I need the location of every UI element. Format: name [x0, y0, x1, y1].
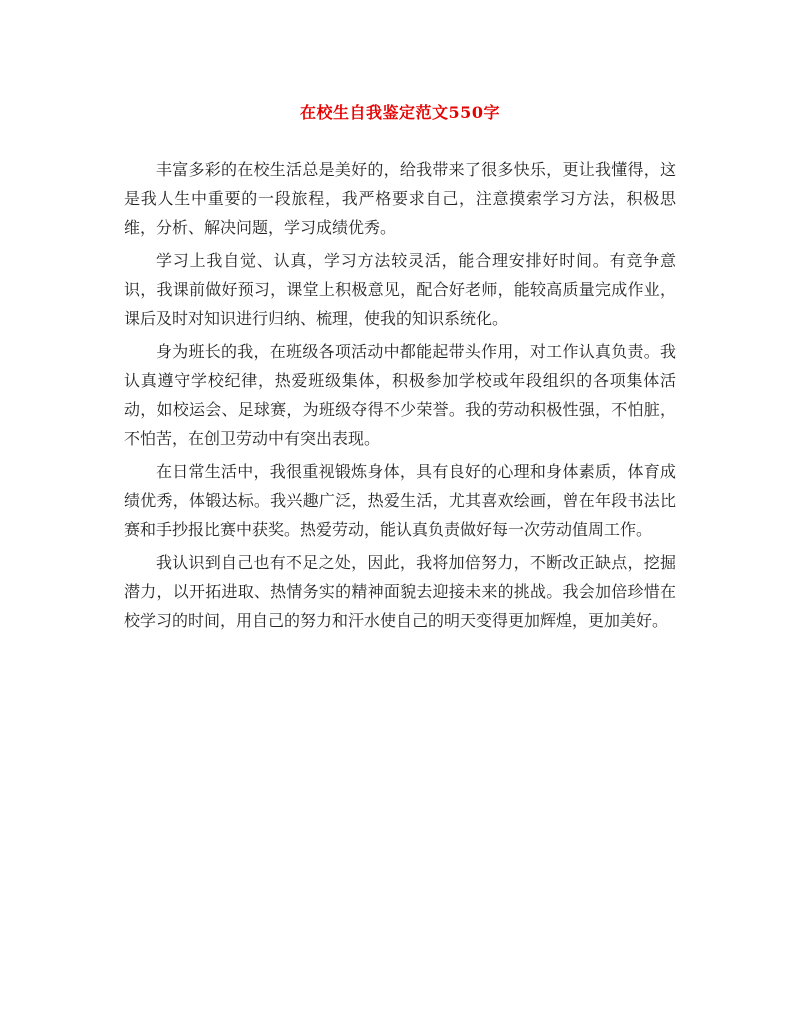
paragraph-5: 我认识到自己也有不足之处，因此，我将加倍努力，不断改正缺点，挖掘潜力，以开拓进取、热情务实的精神面貌去迎接未来的挑战。我会加倍珍惜在校学习的时间，用自己的努力和汗水使自己的明天变得更加辉煌，更加美好。	[124, 553, 676, 630]
paragraph-1: 丰富多彩的在校生活总是美好的，给我带来了很多快乐，更让我懂得，这是我人生中重要的一段旅程，我严格要求自己，注意摸索学习方法，积极思维，分析、解决问题，学习成绩优秀。	[124, 160, 676, 237]
paragraph-3: 身为班长的我，在班级各项活动中都能起带头作用，对工作认真负责。我认真遵守学校纪律，热爱班级集体，积极参加学校或年段组织的各项集体活动，如校运会、足球赛，为班级夺得不少荣誉。我的劳动积极性强，不怕脏，不怕苦，在创卫劳动中有突出表现。	[124, 342, 676, 448]
document-title: 在校生自我鉴定范文550字	[300, 103, 500, 122]
paragraph-2: 学习上我自觉、认真，学习方法较灵活，能合理安排好时间。有竞争意识，我课前做好预习，课堂上积极意见，配合好老师，能较高质量完成作业，课后及时对知识进行归纳、梳理，使我的知识系统化。	[124, 251, 676, 328]
paragraph-4: 在日常生活中，我很重视锻炼身体，具有良好的心理和身体素质，体育成绩优秀，体锻达标。我兴趣广泛，热爱生活，尤其喜欢绘画，曾在年段书法比赛和手抄报比赛中获奖。热爱劳动，能认真负责做好每一次劳动值周工作。	[124, 462, 676, 539]
document-body	[124, 155, 676, 639]
